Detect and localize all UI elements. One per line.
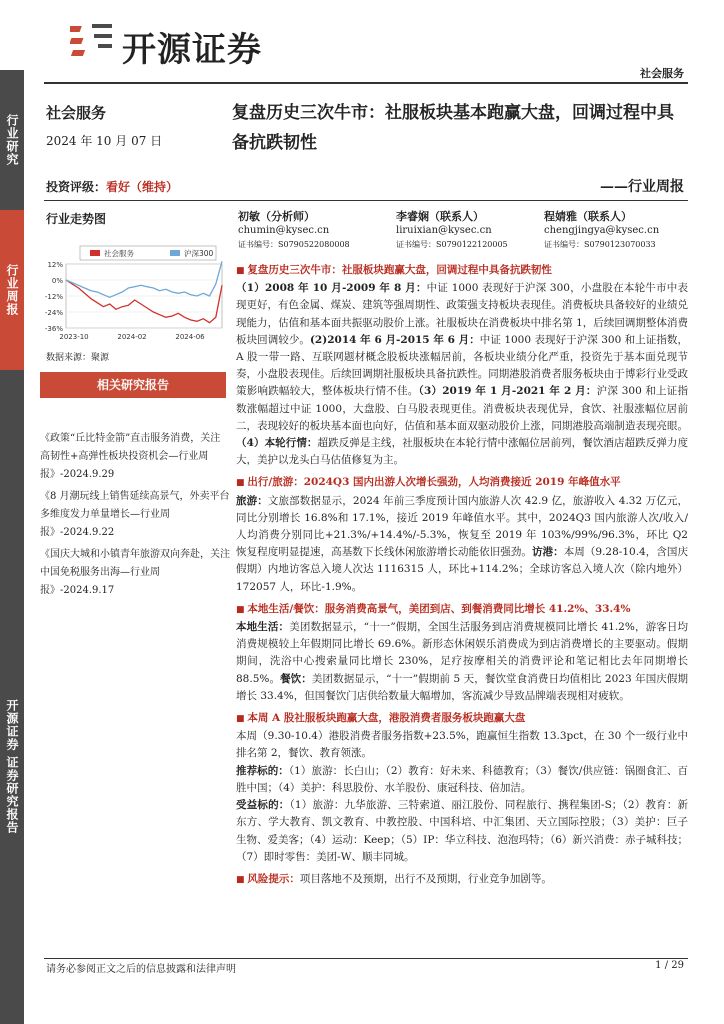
period-label: （3）2019 年 1 月-2021 年 2 月： — [418, 385, 597, 398]
paragraph-text: 中证 1000 表现好于沪深 300 和上证指数，A 股一带一路、互联网题材概念股板块涨幅居前，各板块业绩分化严重，投资先于基本面兑现节奏，小盘股表现佳。后续回调期社服板块具备抗跌性。同期港股消费者服务板块由于博彩行业受政策影响跌幅较大，整体板块行情不佳。 — [236, 333, 689, 398]
related-report-link[interactable]: 《政策“丘比特金箭”直击服务消费，关注高韧性+高弹性板块投资机会—行业周报》-2024.9.29 — [40, 433, 221, 480]
section-heading: 复盘历史三次牛市：社服板块跑赢大盘，回调过程中具备抗跌韧性 — [247, 264, 552, 276]
related-reports-list — [40, 430, 230, 604]
paragraph-text: 中证 1000 表现好于沪深 300，小盘股在本轮牛市中表现更好，有色金属、煤炭、建筑等强周期性、政策强支持板块表现佳。消费板块具备较好的业绩兑现能力，估值和基本面共振驱动股价上涨。社服板块在消费板块中排名第 1，后续回调期整体消费板块回调较少。 — [236, 282, 688, 346]
section-heading: 出行/旅游：2024Q3 国内出游人次增长强劲，人均消费接近 2019 年峰值水平 — [247, 476, 621, 489]
author-license: 证书编号：S0790122120005 — [396, 240, 508, 249]
footer-divider — [44, 958, 688, 959]
risk-heading: 风险提示： — [247, 872, 300, 885]
paragraph-text: 美团数据显示，“十一”假期前 5 天，餐饮堂食消费日均值相比 2023 年国庆假期增长 33.4%，但国餐饮门店供给数量大幅增加，客流减少导致品牌端表现相对疲软。 — [236, 672, 689, 702]
related-report-link[interactable]: 《国庆大城和小镇青年旅游双向奔赴，关注中国免税服务出海—行业周报》-2024.9.17 — [40, 549, 230, 596]
section-heading: 本周 A 股社服板块跑赢大盘，港股消费者服务板块跑赢大盘 — [247, 712, 526, 725]
lead-label: 本地生活： — [236, 621, 290, 634]
author-card — [396, 210, 508, 252]
rating-value: 看好（维持） — [106, 180, 179, 194]
bullet-icon: ■ — [236, 714, 248, 725]
author-email[interactable]: liruixian@kysec.cn — [396, 225, 492, 236]
period-label: (2)2014 年 6 月-2015 年 6 月： — [309, 333, 480, 346]
chart-x-tick-label: 2024-06 — [175, 333, 205, 341]
lead-label: 餐饮： — [280, 672, 312, 685]
related-reports-heading: 相关研究报告 — [40, 372, 226, 398]
paragraph-text: 文旅部数据显示，2024 年前三季度预计国内旅游人次 42.9 亿，旅游收入 4.32 万亿元，同比分别增长 16.8%和 17.1%，接近 2019 年峰值水平。其中，2024Q3 国内旅游人次/收入/人均消费分别同比+21.3%/+14.4%/-5.3%，恢复至 2019 年 103%/99%/96.3%，环比 Q2 恢复程度明显提速，高基数下长线休闲旅游增长动能依旧强劲。 — [236, 494, 689, 559]
header-divider — [44, 82, 688, 84]
chart-legend-label: 社会服务 — [104, 249, 134, 258]
bullet-icon: ■ — [236, 604, 248, 615]
paragraph-text: （1）旅游：长白山；（2）教育：好未来、科德教育；（3）餐饮/供应链：锅圈食汇、百胜中国；（4）美护：科思股份、水羊股份、康冠科技、倍加洁。 — [236, 764, 689, 794]
author-card — [544, 210, 659, 252]
lead-label: 推荐标的： — [236, 764, 289, 777]
report-type: ——行业周报 — [600, 179, 684, 195]
chart-y-tick-label: -12% — [44, 293, 63, 301]
page-number: 1 / 29 — [655, 960, 684, 971]
author-license: 证书编号：S0790522080008 — [238, 240, 350, 249]
paragraph-text: 美团数据显示，“十一”假期，全国生活服务到店消费规模同比增长 41.2%，游客日均消费规模较上年假期同比增长 69.6%。新形态休闲娱乐消费成为到店消费增长的主要驱动。假期期间，洗浴中心搜索量同比增长 230%，足疗按摩相关的消费评论和笔记相比去年同期增长 88.5%。 — [236, 621, 688, 685]
report-title: 复盘历史三次牛市：社服板块基本跑赢大盘，回调过程中具备抗跌韧性 — [232, 103, 674, 153]
chart-x-tick-label: 2023-10 — [59, 333, 89, 341]
sidebar-tag-brand: 开源证券 证券研究报告 — [0, 370, 24, 1024]
section-heading: 本地生活/餐饮：服务消费高景气，美团到店、到餐消费同比增长 41.2%、33.4% — [247, 602, 631, 615]
authors — [238, 210, 688, 262]
author-email[interactable]: chengjingya@kysec.cn — [544, 225, 660, 236]
author-email[interactable]: chumin@kysec.cn — [238, 225, 330, 236]
paragraph-text: 项目落地不及预期，出行不及预期，行业竞争加剧等。 — [299, 872, 552, 885]
chart-y-tick-label: 0% — [51, 277, 63, 285]
paragraph-text: （1）旅游：九华旅游、三特索道、丽江股份、同程旅行、携程集团-S；（2）教育：新东方、学大教育、凯文教育、中教控股、中国科培、中汇集团、天立国际控股；（3）美护：巨子生物、爱美客；（4）运动：Keep；（5）IP：华立科技、泡泡玛特；（6）新兴消费：赤子城科技；（7）即时零售：美团-W、顺丰同城。 — [236, 799, 689, 863]
paragraph-text: 本周（9.28-10.4，含国庆假期）内地访客总入境人次达 1116315 人，环比+114.2%；全球访客总入境人次（除内地外）172057 人，环比-1.9%。 — [236, 546, 689, 593]
lead-label: 访港： — [531, 546, 564, 559]
bullet-icon: ■ — [236, 478, 248, 489]
chart-legend-swatch — [90, 250, 100, 256]
paragraph-text: 本周（9.30-10.4）港股消费者服务指数+23.5%，跑赢恒生指数 13.3pct，在 30 个一级行业中排名第 2，餐饮、教育领涨。 — [236, 730, 688, 760]
brand-logo-icon — [70, 20, 116, 62]
data-source: 数据来源：聚源 — [46, 353, 110, 363]
chart-y-tick-label: -24% — [44, 309, 63, 317]
chart-series-line — [66, 261, 222, 297]
chart-x-tick-label: 2024-02 — [117, 333, 147, 341]
report-date: 2024 年 10 月 07 日 — [46, 134, 163, 148]
author-card — [238, 210, 350, 252]
report-body — [236, 262, 688, 889]
chart-legend-swatch — [170, 250, 180, 256]
section-divider — [44, 200, 688, 201]
footer-disclaimer: 请务必参阅正文之后的信息披露和法律声明 — [46, 964, 236, 975]
industry-trend-chart — [40, 244, 228, 349]
sector-name: 社会服务 — [46, 104, 107, 122]
sector-tag: 社会服务 — [640, 67, 684, 80]
paragraph-text: 超跌反弹是主线，社服板块在本轮行情中涨幅位居前列，餐饮酒店超跌反弹力度大，美护以龙头白马估值修复为主。 — [236, 437, 688, 467]
chart-y-tick-label: 12% — [47, 261, 63, 269]
chart-y-tick-label: -36% — [44, 325, 63, 333]
brand-name: 开源证券 — [122, 30, 262, 70]
rating — [46, 178, 178, 195]
author-name: 李睿娴（联系人） — [396, 210, 484, 223]
sidebar-tag-industry-research: 行业研究 — [0, 70, 24, 210]
sidebar-tag-weekly: 行业周报 — [0, 210, 24, 370]
related-report-link[interactable]: 《8 月潮玩线上销售延续高景气，外卖平台多维度发力单量增长—行业周报》-2024.9.22 — [40, 491, 230, 538]
bullet-icon: ■ — [236, 266, 248, 276]
trend-title: 行业走势图 — [46, 212, 107, 226]
paragraph-text: 沪深 300 和上证指数涨幅超过中证 1000，大盘股、白马股表现更佳。消费板块表现优异，食饮、社服涨幅位居前二，表现较好的板块基本面也向好，估值和基本面双驱动股价上涨，同期港股高端制造表现亮眼。 — [236, 385, 689, 432]
rating-label: 投资评级： — [46, 180, 107, 194]
chart-legend-label: 沪深300 — [184, 249, 214, 258]
author-name: 程婧雅（联系人） — [544, 210, 632, 223]
bullet-icon: ■ — [236, 874, 248, 885]
author-name: 初敏（分析师） — [238, 210, 315, 223]
author-license: 证书编号：S0790123070033 — [544, 240, 656, 249]
lead-label: 旅游： — [236, 494, 268, 507]
period-label: （4）本轮行情： — [236, 437, 318, 450]
lead-label: 受益标的： — [236, 799, 290, 812]
period-label: （1）2008 年 10 月-2009 年 8 月： — [236, 282, 427, 295]
